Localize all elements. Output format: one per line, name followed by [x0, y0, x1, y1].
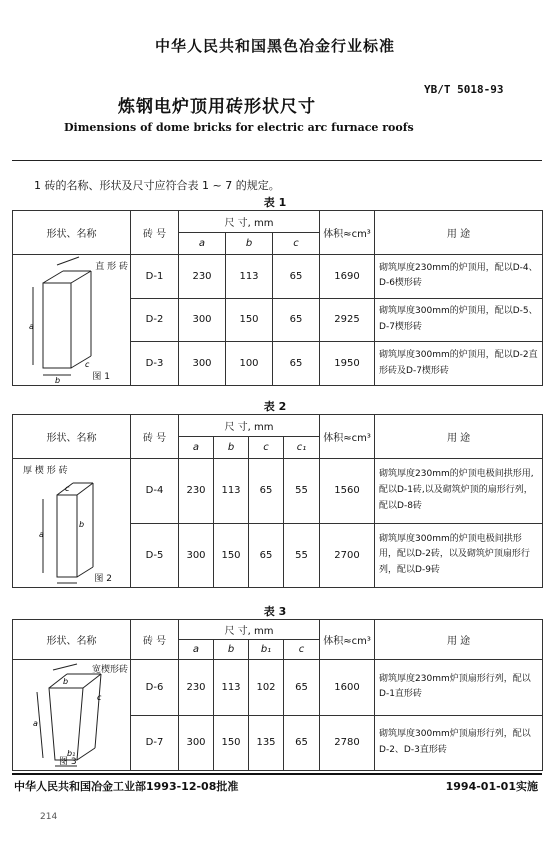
dim-value: 230	[179, 459, 214, 524]
clause-1: 1 砖的名称、形状及尺寸应符合表 1 ~ 7 的规定。	[34, 179, 280, 192]
svg-text:a: a	[29, 322, 34, 331]
footer-divider	[12, 773, 542, 775]
volume-value: 1690	[320, 255, 375, 299]
volume-value: 2700	[320, 523, 375, 588]
figure-label: 图 3	[59, 757, 77, 767]
dim-value: 65	[249, 523, 284, 588]
dim-header: c	[273, 233, 320, 255]
brick-no: D-3	[131, 342, 179, 386]
dim-header: b	[214, 437, 249, 459]
dim-value: 102	[249, 660, 284, 716]
table-2-caption: 表 2	[263, 400, 287, 413]
figure-3	[13, 660, 131, 771]
table-1-caption: 表 1	[263, 196, 287, 209]
header-shape: 形状、名称	[13, 415, 131, 459]
figure-label: 图 1	[92, 372, 110, 382]
table-3-caption: 表 3	[263, 605, 287, 618]
figure-1	[13, 255, 131, 386]
header-dimensions: 尺 寸, mm	[179, 415, 320, 437]
table-2	[12, 414, 543, 588]
brick-no: D-4	[131, 459, 179, 524]
table-row	[13, 459, 543, 524]
dim-value: 65	[284, 715, 320, 771]
use-text: 砌筑厚度230mm炉顶扇形行列，配以D-1直形砖	[375, 660, 543, 716]
svg-text:b: b	[79, 520, 85, 529]
svg-text:a: a	[33, 719, 38, 728]
table-row	[13, 660, 543, 716]
header-volume: 体积≈cm³	[320, 211, 375, 255]
dim-value: 65	[249, 459, 284, 524]
dim-value: 300	[179, 715, 214, 771]
straight-brick-drawing	[13, 255, 131, 385]
shape-name: 直 形 砖	[95, 262, 128, 272]
brick-no: D-2	[131, 298, 179, 342]
volume-value: 2925	[320, 298, 375, 342]
header-brick-no: 砖 号	[131, 211, 179, 255]
dim-header: b	[226, 233, 273, 255]
header-shape: 形状、名称	[13, 211, 131, 255]
use-text: 砌筑厚度230mm的炉顶用，配以D-4、D-6楔形砖	[375, 255, 543, 299]
table-row	[13, 255, 543, 299]
header-dimensions: 尺 寸, mm	[179, 620, 320, 640]
dim-value: 65	[273, 342, 320, 386]
divider	[12, 160, 542, 161]
document-title: 炼钢电炉顶用砖形状尺寸	[118, 97, 316, 117]
dim-header: a	[179, 437, 214, 459]
implementation-date: 1994-01-01实施	[445, 780, 538, 793]
shape-name: 厚 楔 形 砖	[23, 466, 68, 476]
dim-value: 150	[214, 715, 249, 771]
english-title: Dimensions of dome bricks for electric arc furnace roofs	[64, 121, 414, 134]
use-text: 砌筑厚度300mm的炉顶电极间拱形用，配以D-2砖，以及砌筑炉顶扇形行列，配以D-9砖	[375, 523, 543, 588]
dim-value: 230	[179, 660, 214, 716]
header-use: 用 途	[375, 620, 543, 660]
dim-value: 65	[273, 298, 320, 342]
svg-text:b: b	[63, 677, 69, 686]
svg-text:b: b	[55, 376, 61, 385]
dim-header: c	[284, 640, 320, 660]
dim-value: 135	[249, 715, 284, 771]
volume-value: 2780	[320, 715, 375, 771]
approval-line: 中华人民共和国冶金工业部1993-12-08批准	[14, 780, 239, 793]
dim-header: a	[179, 640, 214, 660]
volume-value: 1950	[320, 342, 375, 386]
dim-value: 113	[214, 459, 249, 524]
dim-value: 55	[284, 459, 320, 524]
use-text: 砌筑厚度230mm的炉顶电极间拱形用,配以D-1砖,以及砌筑炉顶的扇形行列，配以D-8砖	[375, 459, 543, 524]
dim-value: 230	[179, 255, 226, 299]
use-text: 砌筑厚度300mm炉顶扇形行列，配以D-2、D-3直形砖	[375, 715, 543, 771]
dim-value: 65	[284, 660, 320, 716]
dim-value: 100	[226, 342, 273, 386]
dim-header: c	[249, 437, 284, 459]
use-text: 砌筑厚度300mm的炉顶用，配以D-2直形砖及D-7楔形砖	[375, 342, 543, 386]
thick-wedge-brick-drawing	[13, 459, 131, 587]
volume-value: 1560	[320, 459, 375, 524]
dim-header: b	[214, 640, 249, 660]
dim-value: 113	[214, 660, 249, 716]
standard-code: YB/T 5018-93	[424, 83, 504, 96]
volume-value: 1600	[320, 660, 375, 716]
brick-no: D-5	[131, 523, 179, 588]
dim-value: 150	[226, 298, 273, 342]
svg-text:b₁: b₁	[67, 749, 76, 758]
header-brick-no: 砖 号	[131, 620, 179, 660]
figure-label: 图 2	[94, 574, 112, 584]
svg-text:c: c	[65, 484, 70, 493]
dim-value: 55	[284, 523, 320, 588]
dim-value: 150	[214, 523, 249, 588]
table-1	[12, 210, 543, 386]
figure-2	[13, 459, 131, 588]
dim-header: a	[179, 233, 226, 255]
dim-value: 113	[226, 255, 273, 299]
header-volume: 体积≈cm³	[320, 415, 375, 459]
dim-header: b₁	[249, 640, 284, 660]
shape-name: 宽楔形砖	[91, 665, 128, 675]
header-shape: 形状、名称	[13, 620, 131, 660]
header-dimensions: 尺 寸, mm	[179, 211, 320, 233]
header-use: 用 途	[375, 415, 543, 459]
svg-text:c: c	[97, 693, 102, 702]
header-brick-no: 砖 号	[131, 415, 179, 459]
brick-no: D-7	[131, 715, 179, 771]
svg-text:a: a	[39, 530, 44, 539]
header-volume: 体积≈cm³	[320, 620, 375, 660]
header-use: 用 途	[375, 211, 543, 255]
dim-value: 300	[179, 523, 214, 588]
use-text: 砌筑厚度300mm的炉顶用，配以D-5、D-7楔形砖	[375, 298, 543, 342]
dim-value: 300	[179, 342, 226, 386]
svg-text:c: c	[85, 360, 90, 369]
brick-no: D-6	[131, 660, 179, 716]
brick-no: D-1	[131, 255, 179, 299]
organization-header: 中华人民共和国黑色冶金行业标准	[154, 37, 395, 55]
table-3	[12, 619, 543, 771]
page-number: 214	[40, 812, 58, 822]
dim-value: 300	[179, 298, 226, 342]
dim-value: 65	[273, 255, 320, 299]
dim-header: c₁	[284, 437, 320, 459]
